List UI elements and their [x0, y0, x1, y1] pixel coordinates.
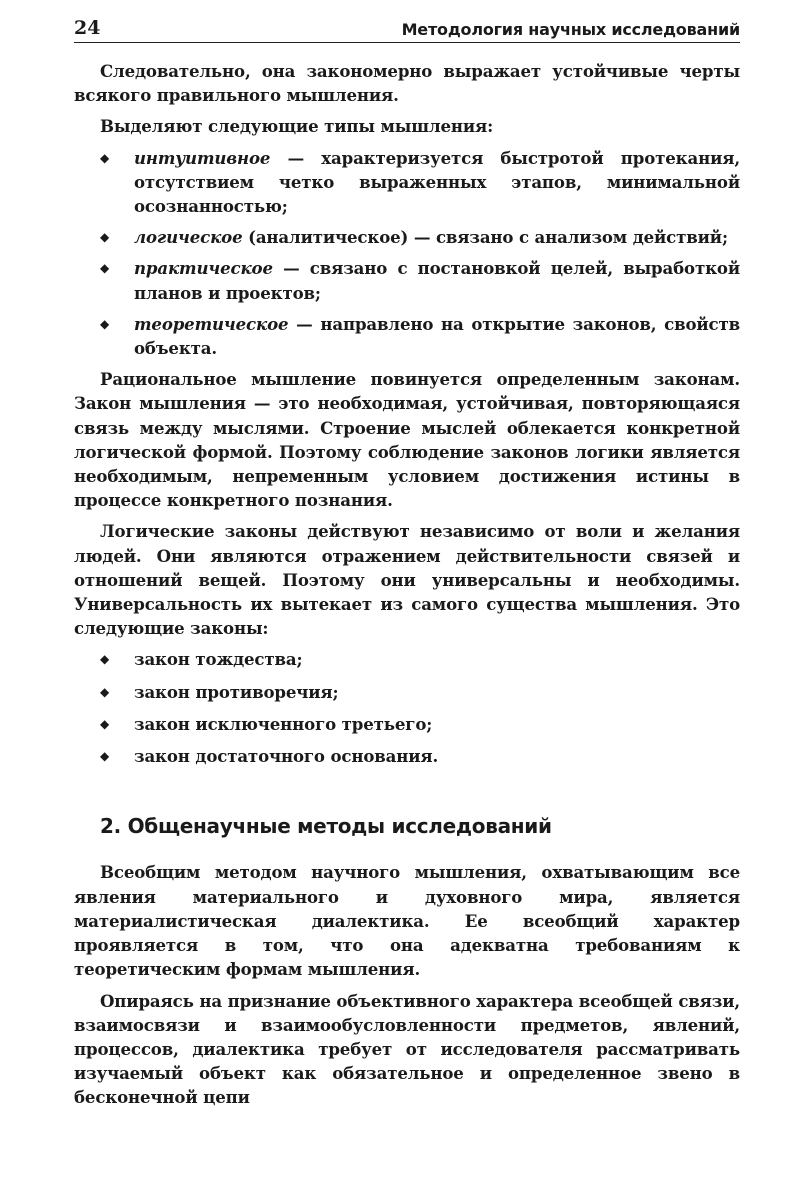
list-item: [74, 647, 740, 671]
list-item-text: закон тождества;: [134, 649, 303, 670]
paragraph: Следовательно, она закономерно выражает устойчивые черты всякого правильного мышления.: [74, 61, 740, 106]
term: логическое: [134, 227, 243, 248]
diamond-bullet-icon: ◆: [100, 230, 110, 245]
paragraph: Выделяют следующие типы мышления:: [100, 116, 494, 137]
diamond-bullet-icon: ◆: [100, 316, 110, 331]
list-item-text: — связано с постановкой целей, выработкой планов и проектов;: [134, 258, 740, 303]
book-page: [74, 14, 740, 1117]
diamond-bullet-icon: ◆: [100, 261, 110, 276]
list-item-text: закон исключенного третьего;: [134, 713, 433, 734]
running-title: Методология научных исследований: [401, 20, 740, 39]
list-item: [74, 146, 740, 219]
list-item: [74, 744, 740, 768]
term: интуитивное: [134, 147, 271, 168]
paragraph: Опираясь на признание объективного характера всеобщей связи, взаимосвязи и взаимообусловленности предметов, явлений, процессов, диалектика требует от исследователя рассматривать изучаемый объект как обязательное и определенное звено в бесконечной цепи: [74, 990, 740, 1108]
list-item: [74, 712, 740, 736]
list-item: [74, 312, 740, 360]
diamond-bullet-icon: ◆: [100, 749, 110, 764]
paragraph: Всеобщим методом научного мышления, охватывающим все явления материального и духовного мира, является материалистическая диалектика. Ее всеобщий характер проявляется в том, что она адекватна требованиям к теоретическим формам мышления.: [74, 862, 740, 980]
paragraph: Рациональное мышление повинуется определенным законам. Закон мышления — это необходимая, устойчивая, повторяющаяся связь между мыслями. Строение мыслей облекается конкретной логической формой. Поэтому соблюдение законов логики является необходимым, непременным условием достижения истины в процессе конкретного познания.: [74, 369, 740, 511]
section-heading: 2. Общенаучные методы исследований: [100, 814, 552, 839]
diamond-bullet-icon: ◆: [100, 716, 110, 731]
page-body: [74, 59, 740, 1110]
list-item-text: (аналитическое) — связано с анализом действий;: [242, 227, 728, 248]
list-item: [74, 256, 740, 304]
list-item: [74, 680, 740, 704]
diamond-bullet-icon: ◆: [100, 684, 110, 699]
list-item-text: закон достаточного основания.: [134, 746, 439, 767]
list-item-text: — характеризуется быстротой протекания, отсутствием четко выраженных этапов, минимальной осознанностью;: [134, 147, 740, 217]
term: теоретическое: [134, 313, 289, 334]
diamond-bullet-icon: ◆: [100, 652, 110, 667]
diamond-bullet-icon: ◆: [100, 150, 110, 165]
term: практическое: [134, 258, 273, 279]
list-item-text: закон противоречия;: [134, 681, 339, 702]
laws-list: [74, 647, 740, 768]
list-item-text: — направлено на открытие законов, свойств объекта.: [134, 313, 740, 359]
list-item: [74, 225, 740, 249]
thinking-types-list: [74, 146, 740, 361]
paragraph: Логические законы действуют независимо от воли и желания людей. Они являются отражением действительности связей и отношений вещей. Поэтому они универсальны и необходимы. Универсальность их вытекает из самого существа мышления. Это следующие законы:: [74, 521, 740, 639]
page-header: [74, 14, 740, 43]
page-number: 24: [74, 17, 101, 39]
